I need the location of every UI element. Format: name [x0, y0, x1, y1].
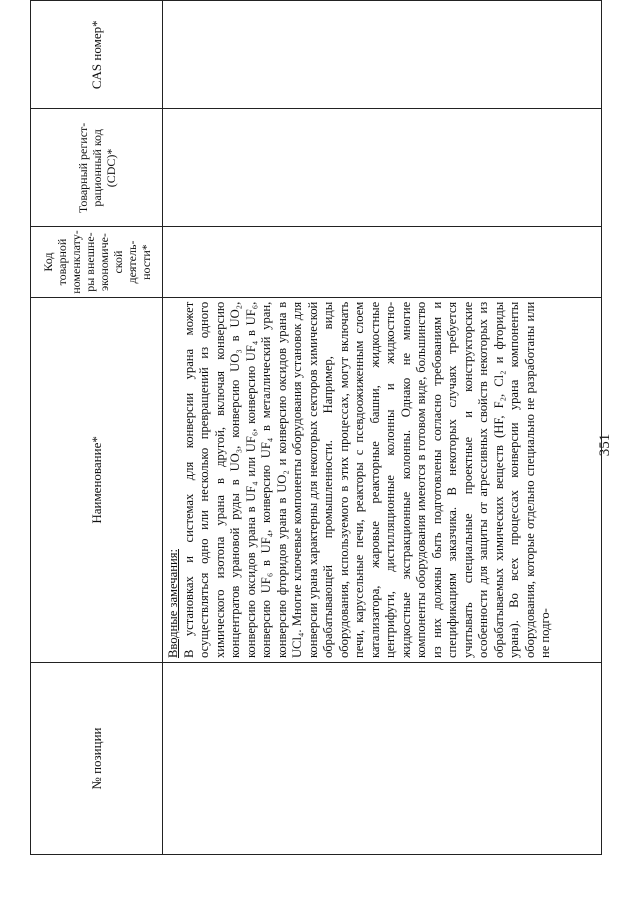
- header-tn-ved-code: Код товарной номенклату-ры внешне-экономиче-ской деятель-ности*: [31, 227, 163, 297]
- tn-ved-cell: [163, 227, 602, 297]
- header-cas-number: CAS номер*: [31, 1, 163, 110]
- header-cdc-code: Товарный регист-рационный код (CDC)*: [31, 109, 163, 227]
- cas-cell: [163, 1, 602, 110]
- goods-table: [30, 0, 602, 855]
- notes-cell: [163, 297, 602, 662]
- page-number: 351: [597, 433, 613, 457]
- table-row: [163, 1, 602, 855]
- header-name: Наименование*: [31, 297, 163, 662]
- position-cell: [163, 663, 602, 855]
- notes-text: В установках и системах для конверсии урана может осуществляться одно или несколько превращений из одного химического изотопа урана в другой, включая конверсию концентратов урановой руды в UO₃, конверсию UO₃ в UO₂, конверсию оксидов урана в UF₄ или UF₆, конверсию UF₄ в UF₆, конверсию UF₆ в UF₄, конверсию UF₄ в металлический уран, конверсию фторидов урана в UO₂ и конверсию оксидов урана в UCl₄. Многие ключевые компоненты оборудования установок для конверсии урана характерны для некоторых секторов химической обрабатывающей промышленности. Например, виды оборудования, используемого в этих процессах, могут включать печи, карусельные печи, реакторы с псевдоожиженным слоем катализатора, жаровые реакторные башни, жидкостные центрифуги, дистилляционные колонны и жидкостно-жидкостные экстракционные колонны. Однако не многие компоненты оборудования имеются в готовом виде, большинство из них должны быть подготовлены согласно требованиям и спецификациям заказчика. В некоторых случаях требуется учитывать специальные проектные и конструкторские особенности для защиты от агрессивных свойств некоторых из обрабатываемых химических веществ (HF, F₂, Cl₂ и фториды урана). Во всех процессах конверсии урана компоненты оборудования, которые отдельно специально не разработаны или не подго-: [181, 301, 552, 659]
- cdc-cell: [163, 109, 602, 227]
- table-header-row: [31, 1, 163, 855]
- notes-title: Вводные замечания:: [166, 549, 180, 659]
- header-position: № позиции: [31, 663, 163, 855]
